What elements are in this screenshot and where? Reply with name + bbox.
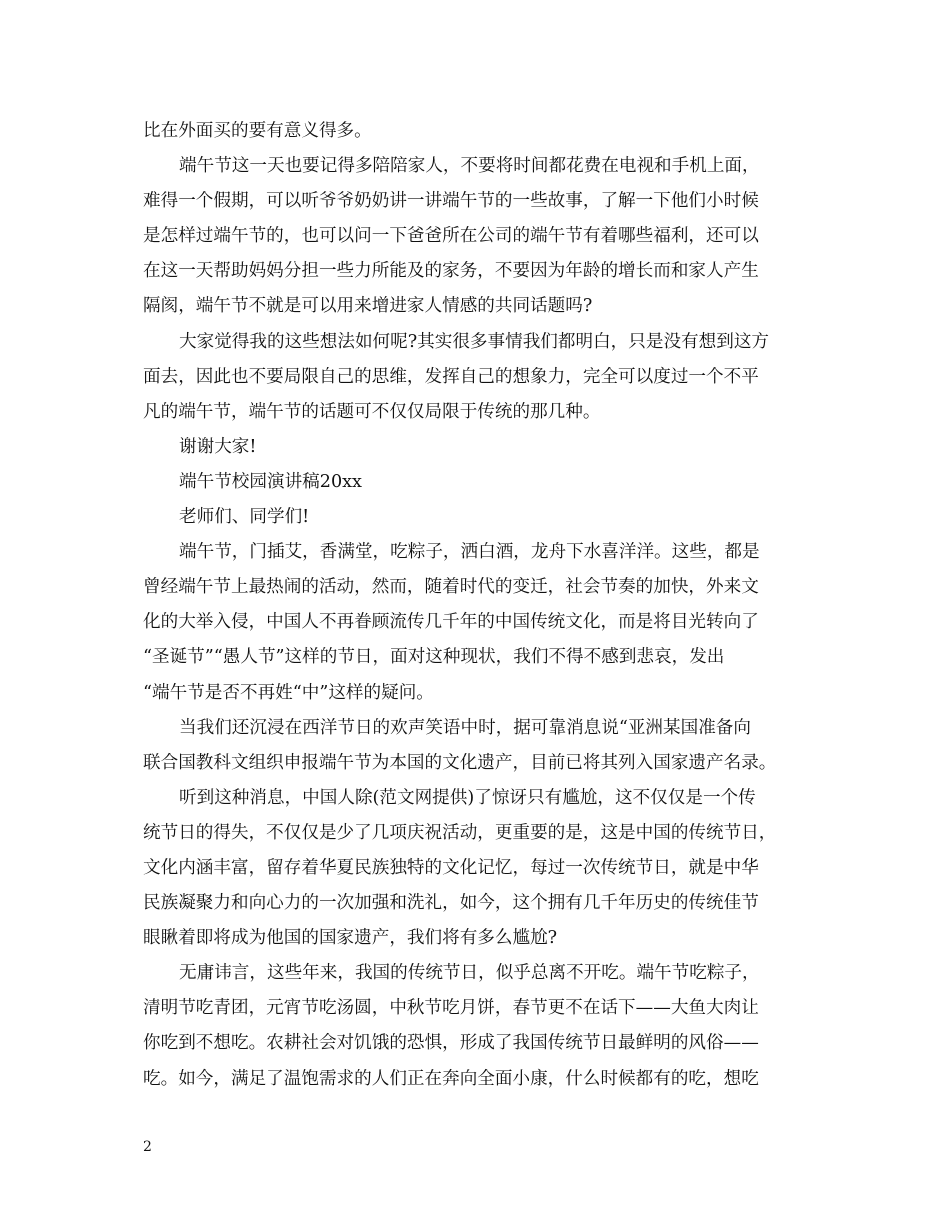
text-line: 化的大举入侵，中国人不再眷顾流传几千年的中国传统文化，而是将目光转向了 xyxy=(143,612,759,633)
text-line: “圣诞节”“愚人节”这样的节日，面对这种现状，我们不得不感到悲哀，发出 xyxy=(143,647,725,668)
text-line: 大家觉得我的这些想法如何呢?其实很多事情我们都明白，只是没有想到这方 xyxy=(179,331,770,352)
text-line: 在这一天帮助妈妈分担一些力所能及的家务，不要因为年龄的增长而和家人产生 xyxy=(143,261,759,282)
text-line: 面去，因此也不要局限自己的思维，发挥自己的想象力，完全可以度过一个不平 xyxy=(143,366,759,387)
text-line: 民族凝聚力和向心力的一次加强和洗礼，如今，这个拥有几千年历史的传统佳节 xyxy=(143,893,759,914)
text-line: 端午节校园演讲稿20xx xyxy=(179,471,362,492)
text-line: 端午节这一天也要记得多陪陪家人，不要将时间都花费在电视和手机上面， xyxy=(179,156,760,177)
text-line: 清明节吃青团，元宵节吃汤圆，中秋节吃月饼，春节更不在话下——大鱼大肉让 xyxy=(143,998,759,1019)
text-line: 是怎样过端午节的，也可以问一下爸爸所在公司的端午节有着哪些福利，还可以 xyxy=(143,226,759,247)
text-line: 听到这种消息，中国人除(范文网提供)了惊讶只有尴尬，这不仅仅是一个传 xyxy=(179,787,756,808)
text-line: 谢谢大家! xyxy=(179,436,257,457)
text-line: 凡的端午节，端午节的话题可不仅仅局限于传统的那几种。 xyxy=(143,401,601,422)
text-line: 隔阂，端午节不就是可以用来增进家人情感的共同话题吗? xyxy=(143,296,593,317)
page-number: 2 xyxy=(143,1139,152,1155)
text-line: 当我们还沉浸在西洋节日的欢声笑语中时，据可靠消息说“亚洲某国准备向 xyxy=(179,717,751,738)
text-line: 统节日的得失，不仅仅是少了几项庆祝活动，更重要的是，这是中国的传统节日， xyxy=(143,822,777,843)
text-line: 难得一个假期，可以听爷爷奶奶讲一讲端午节的一些故事，了解一下他们小时候 xyxy=(143,191,759,212)
text-line: 老师们、同学们! xyxy=(179,507,310,528)
text-line: “端午节是否不再姓“中”这样的疑问。 xyxy=(143,682,434,703)
text-line: 比在外面买的要有意义得多。 xyxy=(143,121,372,141)
text-line: 眼瞅着即将成为他国的国家遗产，我们将有多么尴尬? xyxy=(143,928,558,949)
text-line: 曾经端午节上最热闹的活动，然而，随着时代的变迁，社会节奏的加快，外来文 xyxy=(143,577,759,598)
text-line: 你吃到不想吃。农耕社会对饥饿的恐惧，形成了我国传统节日最鲜明的风俗—— xyxy=(143,1033,759,1054)
text-line: 吃。如今，满足了温饱需求的人们正在奔向全面小康，什么时候都有的吃，想吃 xyxy=(143,1068,759,1089)
text-line: 联合国教科文组织申报端午节为本国的文化遗产，目前已将其列入国家遗产名录。 xyxy=(143,752,777,773)
text-line: 端午节，门插艾，香满堂，吃粽子，洒白酒，龙舟下水喜洋洋。这些，都是 xyxy=(179,542,760,563)
text-line: 文化内涵丰富，留存着华夏民族独特的文化记忆，每过一次传统节日，就是中华 xyxy=(143,857,759,878)
text-line: 无庸讳言，这些年来，我国的传统节日，似乎总离不开吃。端午节吃粽子， xyxy=(179,963,760,984)
body-text xyxy=(143,114,823,1097)
